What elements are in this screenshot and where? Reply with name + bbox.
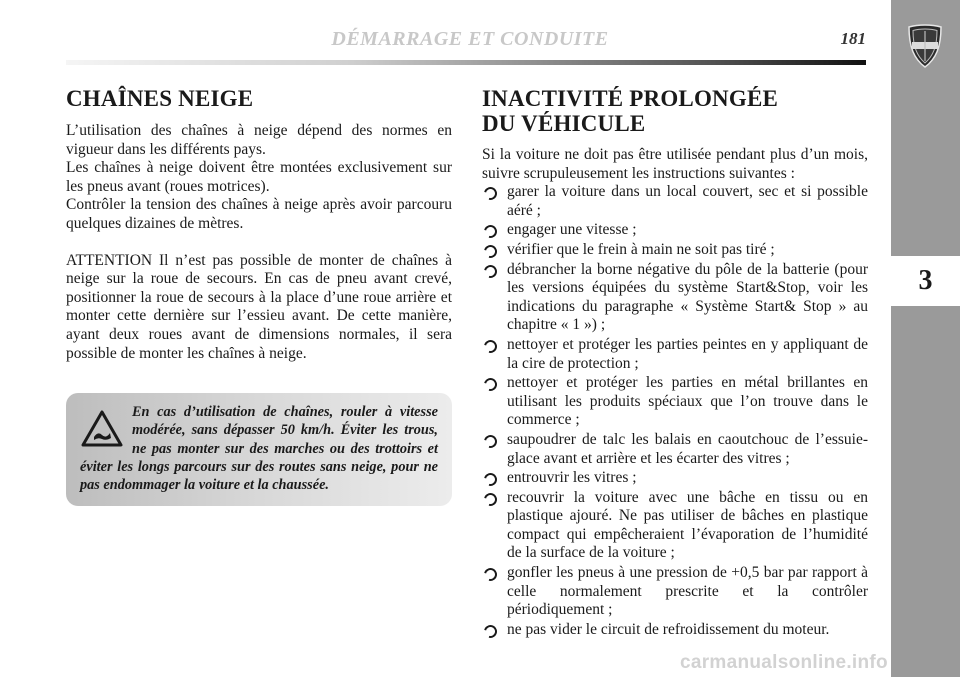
- bullet-icon: [482, 566, 500, 584]
- snow-chains-para-2: Les chaînes à neige doivent être montées exclusivement sur les pneus avant (roues motrices).: [66, 159, 452, 195]
- chapter-tab[interactable]: 3: [891, 256, 960, 306]
- list-item: saupoudrer de talc les balais en caoutchouc de l’essuie-glace avant et arrière et les écarter des vitres ;: [482, 431, 868, 468]
- snow-chains-para-1: L’utilisation des chaînes à neige dépend des normes en vigueur dans les différents pays.: [66, 122, 452, 158]
- list-item: débrancher la borne négative du pôle de la batterie (pour les versions équipées du système Start&Stop, voir les indications du paragraphe « Système Start& Stop » au chapitre « 1 ») ;: [482, 261, 868, 335]
- list-item: nettoyer et protéger les parties peintes en y appliquant de la cire de protection ;: [482, 336, 868, 373]
- inactivity-steps-list: [482, 183, 868, 639]
- list-item: ne pas vider le circuit de refroidissement du moteur.: [482, 621, 868, 640]
- list-item: gonfler les pneus à une pression de +0,5 bar par rapport à celle normalement prescrite et la contrôler périodiquement ;: [482, 564, 868, 620]
- bullet-icon: [482, 471, 500, 489]
- bullet-icon: [482, 223, 500, 241]
- chapter-sidebar: [891, 0, 960, 677]
- bullet-icon: [482, 490, 500, 508]
- bullet-icon: [482, 243, 500, 261]
- warning-triangle-icon: [80, 409, 124, 449]
- list-item: engager une vitesse ;: [482, 221, 868, 240]
- bullet-icon: [482, 376, 500, 394]
- page-number: 181: [840, 29, 866, 48]
- warning-text: En cas d’utilisation de chaînes, rouler à vitesse modérée, sans dépasser 50 km/h. Éviter les trous, ne pas monter sur des marches ou des trottoirs et éviter les longs parcours sur des routes sans neige, pour ne pas endommager la voiture et la chaussée.: [80, 404, 438, 493]
- snow-chains-attention: ATTENTION Il n’est pas possible de monter de chaînes à neige sur la roue de secours. En cas de pneu avant crevé, positionner la roue de secours à la place d’une roue arrière et monter cette dernière sur l’essieu avant. De cette manière, ayant deux roues avant de dimensions normales, il sera possible de monter les chaînes à neige.: [66, 251, 452, 362]
- snow-chains-section: [66, 86, 452, 506]
- snow-chains-heading: CHAÎNES NEIGE: [66, 86, 254, 111]
- inactivity-heading-line-2: DU VÉHICULE: [482, 111, 646, 136]
- bullet-icon: [482, 433, 500, 451]
- bullet-icon: [482, 622, 500, 640]
- warning-box: [66, 393, 452, 506]
- snow-chains-para-3: Contrôler la tension des chaînes à neige après avoir parcouru quelques dizaines de mètres.: [66, 196, 452, 232]
- header-rule: [66, 60, 866, 65]
- bullet-icon: [482, 262, 500, 280]
- running-header: DÉMARRAGE ET CONDUITE: [331, 28, 609, 50]
- bullet-icon: [482, 338, 500, 356]
- prolonged-inactivity-section: [482, 86, 868, 640]
- watermark: carmanualsonline.info: [680, 652, 888, 673]
- inactivity-intro: Si la voiture ne doit pas être utilisée pendant plus d’un mois, suivre scrupuleusement les instructions suivantes :: [482, 146, 868, 182]
- list-item: nettoyer et protéger les parties en métal brillantes en utilisant les produits spéciaux que l’on trouve dans le commerce ;: [482, 374, 868, 430]
- list-item: entrouvrir les vitres ;: [482, 469, 868, 488]
- bullet-icon: [482, 185, 500, 203]
- list-item: garer la voiture dans un local couvert, sec et si possible aéré ;: [482, 183, 868, 220]
- lancia-logo-icon: [906, 23, 944, 69]
- list-item: vérifier que le frein à main ne soit pas tiré ;: [482, 241, 868, 260]
- inactivity-heading-line-1: INACTIVITÉ PROLONGÉE: [482, 86, 779, 111]
- list-item: recouvrir la voiture avec une bâche en tissu ou en plastique ajouré. Ne pas utiliser de bâches en plastique compact qui empêcheraient l’évaporation de l’humidité de la surface de la voiture ;: [482, 489, 868, 563]
